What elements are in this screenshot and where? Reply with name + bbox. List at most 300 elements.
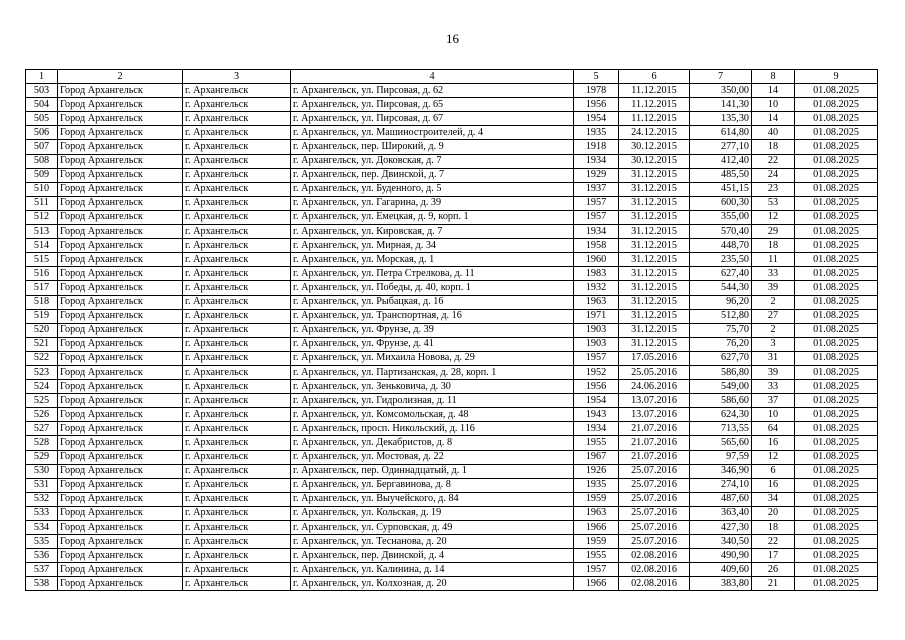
residents-cell: 40	[752, 126, 795, 140]
year-built-cell: 1955	[574, 549, 619, 563]
area-cell: 600,30	[690, 196, 752, 210]
table-row	[26, 464, 878, 478]
year-built-cell: 1957	[574, 351, 619, 365]
year-built-cell: 1963	[574, 295, 619, 309]
address-cell: г. Архангельск, ул. Бергавинова, д. 8	[291, 478, 574, 492]
deadline-date-cell: 01.08.2025	[795, 337, 878, 351]
deadline-date-cell: 01.08.2025	[795, 323, 878, 337]
inclusion-date-cell: 31.12.2015	[619, 210, 690, 224]
municipality-cell: Город Архангельск	[58, 98, 183, 112]
address-cell: г. Архангельск, ул. Фрунзе, д. 41	[291, 337, 574, 351]
address-cell: г. Архангельск, просп. Никольский, д. 116	[291, 422, 574, 436]
settlement-cell: г. Архангельск	[183, 436, 291, 450]
settlement-cell: г. Архангельск	[183, 563, 291, 577]
row-number-cell: 529	[26, 450, 58, 464]
table-row	[26, 380, 878, 394]
settlement-cell: г. Архангельск	[183, 281, 291, 295]
table-row	[26, 450, 878, 464]
settlement-cell: г. Архангельск	[183, 365, 291, 379]
residents-cell: 12	[752, 210, 795, 224]
address-cell: г. Архангельск, ул. Теснанова, д. 20	[291, 535, 574, 549]
row-number-cell: 517	[26, 281, 58, 295]
municipality-cell: Город Архангельск	[58, 549, 183, 563]
year-built-cell: 1954	[574, 394, 619, 408]
deadline-date-cell: 01.08.2025	[795, 196, 878, 210]
municipality-cell: Город Архангельск	[58, 464, 183, 478]
deadline-date-cell: 01.08.2025	[795, 436, 878, 450]
area-cell: 451,15	[690, 182, 752, 196]
deadline-date-cell: 01.08.2025	[795, 168, 878, 182]
residents-cell: 24	[752, 168, 795, 182]
municipality-cell: Город Архангельск	[58, 168, 183, 182]
table-row	[26, 309, 878, 323]
address-cell: г. Архангельск, ул. Пирсовая, д. 67	[291, 112, 574, 126]
inclusion-date-cell: 31.12.2015	[619, 168, 690, 182]
year-built-cell: 1966	[574, 577, 619, 591]
area-cell: 75,70	[690, 323, 752, 337]
inclusion-date-cell: 31.12.2015	[619, 239, 690, 253]
deadline-date-cell: 01.08.2025	[795, 464, 878, 478]
municipality-cell: Город Архангельск	[58, 309, 183, 323]
table-row	[26, 394, 878, 408]
deadline-date-cell: 01.08.2025	[795, 450, 878, 464]
municipality-cell: Город Архангельск	[58, 492, 183, 506]
municipality-cell: Город Архангельск	[58, 506, 183, 520]
deadline-date-cell: 01.08.2025	[795, 182, 878, 196]
inclusion-date-cell: 11.12.2015	[619, 98, 690, 112]
row-number-cell: 510	[26, 182, 58, 196]
address-cell: г. Архангельск, ул. Гагарина, д. 39	[291, 196, 574, 210]
municipality-cell: Город Архангельск	[58, 112, 183, 126]
area-cell: 448,70	[690, 239, 752, 253]
column-header-9: 9	[795, 70, 878, 84]
municipality-cell: Город Архангельск	[58, 295, 183, 309]
deadline-date-cell: 01.08.2025	[795, 478, 878, 492]
address-cell: г. Архангельск, ул. Зеньковича, д. 30	[291, 380, 574, 394]
residents-cell: 12	[752, 450, 795, 464]
area-cell: 544,30	[690, 281, 752, 295]
table-row	[26, 506, 878, 520]
row-number-cell: 526	[26, 408, 58, 422]
address-cell: г. Архангельск, ул. Партизанская, д. 28, корп. 1	[291, 365, 574, 379]
column-header-3: 3	[183, 70, 291, 84]
inclusion-date-cell: 02.08.2016	[619, 549, 690, 563]
address-cell: г. Архангельск, ул. Мостовая, д. 22	[291, 450, 574, 464]
row-number-cell: 530	[26, 464, 58, 478]
settlement-cell: г. Архангельск	[183, 337, 291, 351]
municipality-cell: Город Архангельск	[58, 154, 183, 168]
inclusion-date-cell: 31.12.2015	[619, 196, 690, 210]
area-cell: 627,70	[690, 351, 752, 365]
residents-cell: 29	[752, 225, 795, 239]
municipality-cell: Город Архангельск	[58, 394, 183, 408]
residents-cell: 34	[752, 492, 795, 506]
year-built-cell: 1966	[574, 521, 619, 535]
year-built-cell: 1960	[574, 253, 619, 267]
row-number-cell: 524	[26, 380, 58, 394]
row-number-cell: 508	[26, 154, 58, 168]
year-built-cell: 1929	[574, 168, 619, 182]
deadline-date-cell: 01.08.2025	[795, 563, 878, 577]
row-number-cell: 512	[26, 210, 58, 224]
row-number-cell: 503	[26, 84, 58, 98]
year-built-cell: 1934	[574, 422, 619, 436]
inclusion-date-cell: 02.08.2016	[619, 563, 690, 577]
settlement-cell: г. Архангельск	[183, 351, 291, 365]
residents-cell: 18	[752, 521, 795, 535]
settlement-cell: г. Архангельск	[183, 535, 291, 549]
municipality-cell: Город Архангельск	[58, 380, 183, 394]
area-cell: 346,90	[690, 464, 752, 478]
settlement-cell: г. Архангельск	[183, 394, 291, 408]
year-built-cell: 1918	[574, 140, 619, 154]
deadline-date-cell: 01.08.2025	[795, 98, 878, 112]
row-number-cell: 520	[26, 323, 58, 337]
inclusion-date-cell: 13.07.2016	[619, 394, 690, 408]
inclusion-date-cell: 31.12.2015	[619, 309, 690, 323]
residents-cell: 22	[752, 154, 795, 168]
address-cell: г. Архангельск, пер. Двинской, д. 4	[291, 549, 574, 563]
settlement-cell: г. Архангельск	[183, 126, 291, 140]
table-row	[26, 239, 878, 253]
inclusion-date-cell: 31.12.2015	[619, 295, 690, 309]
area-cell: 512,80	[690, 309, 752, 323]
row-number-cell: 507	[26, 140, 58, 154]
row-number-cell: 505	[26, 112, 58, 126]
residents-cell: 10	[752, 408, 795, 422]
table-row	[26, 577, 878, 591]
inclusion-date-cell: 21.07.2016	[619, 422, 690, 436]
residents-cell: 16	[752, 478, 795, 492]
deadline-date-cell: 01.08.2025	[795, 281, 878, 295]
deadline-date-cell: 01.08.2025	[795, 492, 878, 506]
row-number-cell: 509	[26, 168, 58, 182]
municipality-cell: Город Архангельск	[58, 281, 183, 295]
table-row	[26, 210, 878, 224]
residents-cell: 18	[752, 239, 795, 253]
year-built-cell: 1957	[574, 210, 619, 224]
table-row	[26, 182, 878, 196]
inclusion-date-cell: 31.12.2015	[619, 281, 690, 295]
residents-cell: 22	[752, 535, 795, 549]
deadline-date-cell: 01.08.2025	[795, 295, 878, 309]
residents-cell: 31	[752, 351, 795, 365]
inclusion-date-cell: 25.07.2016	[619, 521, 690, 535]
inclusion-date-cell: 21.07.2016	[619, 436, 690, 450]
inclusion-date-cell: 11.12.2015	[619, 112, 690, 126]
inclusion-date-cell: 24.06.2016	[619, 380, 690, 394]
deadline-date-cell: 01.08.2025	[795, 267, 878, 281]
row-number-cell: 525	[26, 394, 58, 408]
settlement-cell: г. Архангельск	[183, 408, 291, 422]
residents-cell: 3	[752, 337, 795, 351]
area-cell: 570,40	[690, 225, 752, 239]
deadline-date-cell: 01.08.2025	[795, 309, 878, 323]
residents-cell: 21	[752, 577, 795, 591]
year-built-cell: 1903	[574, 323, 619, 337]
year-built-cell: 1957	[574, 563, 619, 577]
settlement-cell: г. Архангельск	[183, 295, 291, 309]
address-cell: г. Архангельск, ул. Пирсовая, д. 65	[291, 98, 574, 112]
municipality-cell: Город Архангельск	[58, 182, 183, 196]
settlement-cell: г. Архангельск	[183, 98, 291, 112]
municipality-cell: Город Архангельск	[58, 563, 183, 577]
settlement-cell: г. Архангельск	[183, 422, 291, 436]
municipality-cell: Город Архангельск	[58, 253, 183, 267]
inclusion-date-cell: 25.07.2016	[619, 535, 690, 549]
inclusion-date-cell: 31.12.2015	[619, 253, 690, 267]
year-built-cell: 1983	[574, 267, 619, 281]
residents-cell: 27	[752, 309, 795, 323]
deadline-date-cell: 01.08.2025	[795, 154, 878, 168]
table-row	[26, 154, 878, 168]
address-cell: г. Архангельск, ул. Транспортная, д. 16	[291, 309, 574, 323]
inclusion-date-cell: 31.12.2015	[619, 225, 690, 239]
residents-cell: 33	[752, 380, 795, 394]
residents-cell: 18	[752, 140, 795, 154]
address-cell: г. Архангельск, ул. Калинина, д. 14	[291, 563, 574, 577]
year-built-cell: 1903	[574, 337, 619, 351]
area-cell: 355,00	[690, 210, 752, 224]
deadline-date-cell: 01.08.2025	[795, 225, 878, 239]
year-built-cell: 1956	[574, 380, 619, 394]
table-row	[26, 535, 878, 549]
settlement-cell: г. Архангельск	[183, 196, 291, 210]
settlement-cell: г. Архангельск	[183, 380, 291, 394]
area-cell: 614,80	[690, 126, 752, 140]
municipality-cell: Город Архангельск	[58, 351, 183, 365]
municipality-cell: Город Архангельск	[58, 365, 183, 379]
row-number-cell: 523	[26, 365, 58, 379]
settlement-cell: г. Архангельск	[183, 84, 291, 98]
year-built-cell: 1958	[574, 239, 619, 253]
residents-cell: 20	[752, 506, 795, 520]
inclusion-date-cell: 17.05.2016	[619, 351, 690, 365]
residents-cell: 14	[752, 112, 795, 126]
inclusion-date-cell: 21.07.2016	[619, 450, 690, 464]
municipality-cell: Город Архангельск	[58, 422, 183, 436]
column-header-2: 2	[58, 70, 183, 84]
deadline-date-cell: 01.08.2025	[795, 535, 878, 549]
table-row	[26, 196, 878, 210]
municipality-cell: Город Архангельск	[58, 267, 183, 281]
table-row	[26, 140, 878, 154]
area-cell: 135,30	[690, 112, 752, 126]
deadline-date-cell: 01.08.2025	[795, 84, 878, 98]
column-header-4: 4	[291, 70, 574, 84]
municipality-cell: Город Архангельск	[58, 521, 183, 535]
year-built-cell: 1926	[574, 464, 619, 478]
table-row	[26, 351, 878, 365]
inclusion-date-cell: 11.12.2015	[619, 84, 690, 98]
inclusion-date-cell: 25.07.2016	[619, 506, 690, 520]
residents-cell: 2	[752, 323, 795, 337]
area-cell: 427,30	[690, 521, 752, 535]
settlement-cell: г. Архангельск	[183, 464, 291, 478]
area-cell: 627,40	[690, 267, 752, 281]
area-cell: 713,55	[690, 422, 752, 436]
residents-cell: 33	[752, 267, 795, 281]
table-row	[26, 225, 878, 239]
table-row	[26, 365, 878, 379]
inclusion-date-cell: 25.05.2016	[619, 365, 690, 379]
address-cell: г. Архангельск, ул. Петра Стрелкова, д. 11	[291, 267, 574, 281]
deadline-date-cell: 01.08.2025	[795, 380, 878, 394]
area-cell: 277,10	[690, 140, 752, 154]
year-built-cell: 1959	[574, 535, 619, 549]
address-cell: г. Архангельск, ул. Михаила Новова, д. 29	[291, 351, 574, 365]
municipality-cell: Город Архангельск	[58, 126, 183, 140]
inclusion-date-cell: 25.07.2016	[619, 478, 690, 492]
municipality-cell: Город Архангельск	[58, 408, 183, 422]
area-cell: 96,20	[690, 295, 752, 309]
address-cell: г. Архангельск, ул. Победы, д. 40, корп. 1	[291, 281, 574, 295]
municipality-cell: Город Архангельск	[58, 450, 183, 464]
column-header-1: 1	[26, 70, 58, 84]
address-cell: г. Архангельск, ул. Доковская, д. 7	[291, 154, 574, 168]
inclusion-date-cell: 31.12.2015	[619, 337, 690, 351]
residents-cell: 26	[752, 563, 795, 577]
table-row	[26, 563, 878, 577]
address-cell: г. Архангельск, ул. Рыбацкая, д. 16	[291, 295, 574, 309]
residents-cell: 23	[752, 182, 795, 196]
area-cell: 350,00	[690, 84, 752, 98]
deadline-date-cell: 01.08.2025	[795, 408, 878, 422]
settlement-cell: г. Архангельск	[183, 309, 291, 323]
year-built-cell: 1952	[574, 365, 619, 379]
inclusion-date-cell: 31.12.2015	[619, 182, 690, 196]
area-cell: 549,00	[690, 380, 752, 394]
address-cell: г. Архангельск, ул. Буденного, д. 5	[291, 182, 574, 196]
year-built-cell: 1959	[574, 492, 619, 506]
row-number-cell: 506	[26, 126, 58, 140]
deadline-date-cell: 01.08.2025	[795, 140, 878, 154]
inclusion-date-cell: 30.12.2015	[619, 154, 690, 168]
address-cell: г. Архангельск, ул. Кировская, д. 7	[291, 225, 574, 239]
settlement-cell: г. Архангельск	[183, 253, 291, 267]
table-row	[26, 295, 878, 309]
address-cell: г. Архангельск, ул. Кольская, д. 19	[291, 506, 574, 520]
address-cell: г. Архангельск, ул. Сурповская, д. 49	[291, 521, 574, 535]
year-built-cell: 1957	[574, 196, 619, 210]
residents-cell: 53	[752, 196, 795, 210]
municipality-cell: Город Архангельск	[58, 535, 183, 549]
year-built-cell: 1954	[574, 112, 619, 126]
residents-cell: 16	[752, 436, 795, 450]
municipality-cell: Город Архангельск	[58, 436, 183, 450]
address-cell: г. Архангельск, ул. Гидролизная, д. 11	[291, 394, 574, 408]
table-row	[26, 126, 878, 140]
municipality-cell: Город Архангельск	[58, 84, 183, 98]
table-row	[26, 549, 878, 563]
row-number-cell: 537	[26, 563, 58, 577]
settlement-cell: г. Архангельск	[183, 577, 291, 591]
area-cell: 485,50	[690, 168, 752, 182]
row-number-cell: 527	[26, 422, 58, 436]
year-built-cell: 1967	[574, 450, 619, 464]
address-cell: г. Архангельск, ул. Комсомольская, д. 48	[291, 408, 574, 422]
column-header-5: 5	[574, 70, 619, 84]
address-cell: г. Архангельск, ул. Фрунзе, д. 39	[291, 323, 574, 337]
address-cell: г. Архангельск, ул. Пирсовая, д. 62	[291, 84, 574, 98]
address-cell: г. Архангельск, пер. Двинской, д. 7	[291, 168, 574, 182]
table-row	[26, 408, 878, 422]
table-row	[26, 98, 878, 112]
inclusion-date-cell: 13.07.2016	[619, 408, 690, 422]
deadline-date-cell: 01.08.2025	[795, 521, 878, 535]
deadline-date-cell: 01.08.2025	[795, 577, 878, 591]
header-row	[26, 70, 878, 84]
deadline-date-cell: 01.08.2025	[795, 239, 878, 253]
residents-cell: 17	[752, 549, 795, 563]
area-cell: 565,60	[690, 436, 752, 450]
deadline-date-cell: 01.08.2025	[795, 126, 878, 140]
address-cell: г. Архангельск, ул. Емецкая, д. 9, корп. 1	[291, 210, 574, 224]
residents-cell: 11	[752, 253, 795, 267]
row-number-cell: 513	[26, 225, 58, 239]
deadline-date-cell: 01.08.2025	[795, 394, 878, 408]
year-built-cell: 1943	[574, 408, 619, 422]
area-cell: 490,90	[690, 549, 752, 563]
area-cell: 409,60	[690, 563, 752, 577]
row-number-cell: 535	[26, 535, 58, 549]
municipality-cell: Город Архангельск	[58, 239, 183, 253]
settlement-cell: г. Архангельск	[183, 225, 291, 239]
deadline-date-cell: 01.08.2025	[795, 253, 878, 267]
deadline-date-cell: 01.08.2025	[795, 210, 878, 224]
inclusion-date-cell: 30.12.2015	[619, 140, 690, 154]
settlement-cell: г. Архангельск	[183, 478, 291, 492]
row-number-cell: 532	[26, 492, 58, 506]
year-built-cell: 1971	[574, 309, 619, 323]
municipality-cell: Город Архангельск	[58, 225, 183, 239]
residents-cell: 10	[752, 98, 795, 112]
settlement-cell: г. Архангельск	[183, 323, 291, 337]
inclusion-date-cell: 24.12.2015	[619, 126, 690, 140]
deadline-date-cell: 01.08.2025	[795, 365, 878, 379]
row-number-cell: 516	[26, 267, 58, 281]
deadline-date-cell: 01.08.2025	[795, 112, 878, 126]
municipality-cell: Город Архангельск	[58, 210, 183, 224]
municipality-cell: Город Архангельск	[58, 140, 183, 154]
municipality-cell: Город Архангельск	[58, 478, 183, 492]
inclusion-date-cell: 31.12.2015	[619, 323, 690, 337]
settlement-cell: г. Архангельск	[183, 239, 291, 253]
area-cell: 383,80	[690, 577, 752, 591]
deadline-date-cell: 01.08.2025	[795, 506, 878, 520]
page-number: 16	[446, 31, 459, 46]
area-cell: 340,50	[690, 535, 752, 549]
address-cell: г. Архангельск, пер. Широкий, д. 9	[291, 140, 574, 154]
column-header-6: 6	[619, 70, 690, 84]
settlement-cell: г. Архангельск	[183, 168, 291, 182]
table-row	[26, 436, 878, 450]
row-number-cell: 518	[26, 295, 58, 309]
year-built-cell: 1934	[574, 225, 619, 239]
column-header-7: 7	[690, 70, 752, 84]
table-row	[26, 84, 878, 98]
residents-cell: 39	[752, 365, 795, 379]
deadline-date-cell: 01.08.2025	[795, 351, 878, 365]
municipality-cell: Город Архангельск	[58, 337, 183, 351]
address-cell: г. Архангельск, пер. Одиннадцатый, д. 1	[291, 464, 574, 478]
area-cell: 487,60	[690, 492, 752, 506]
row-number-cell: 528	[26, 436, 58, 450]
year-built-cell: 1934	[574, 154, 619, 168]
table-row	[26, 323, 878, 337]
address-cell: г. Архангельск, ул. Мирная, д. 34	[291, 239, 574, 253]
settlement-cell: г. Архангельск	[183, 549, 291, 563]
